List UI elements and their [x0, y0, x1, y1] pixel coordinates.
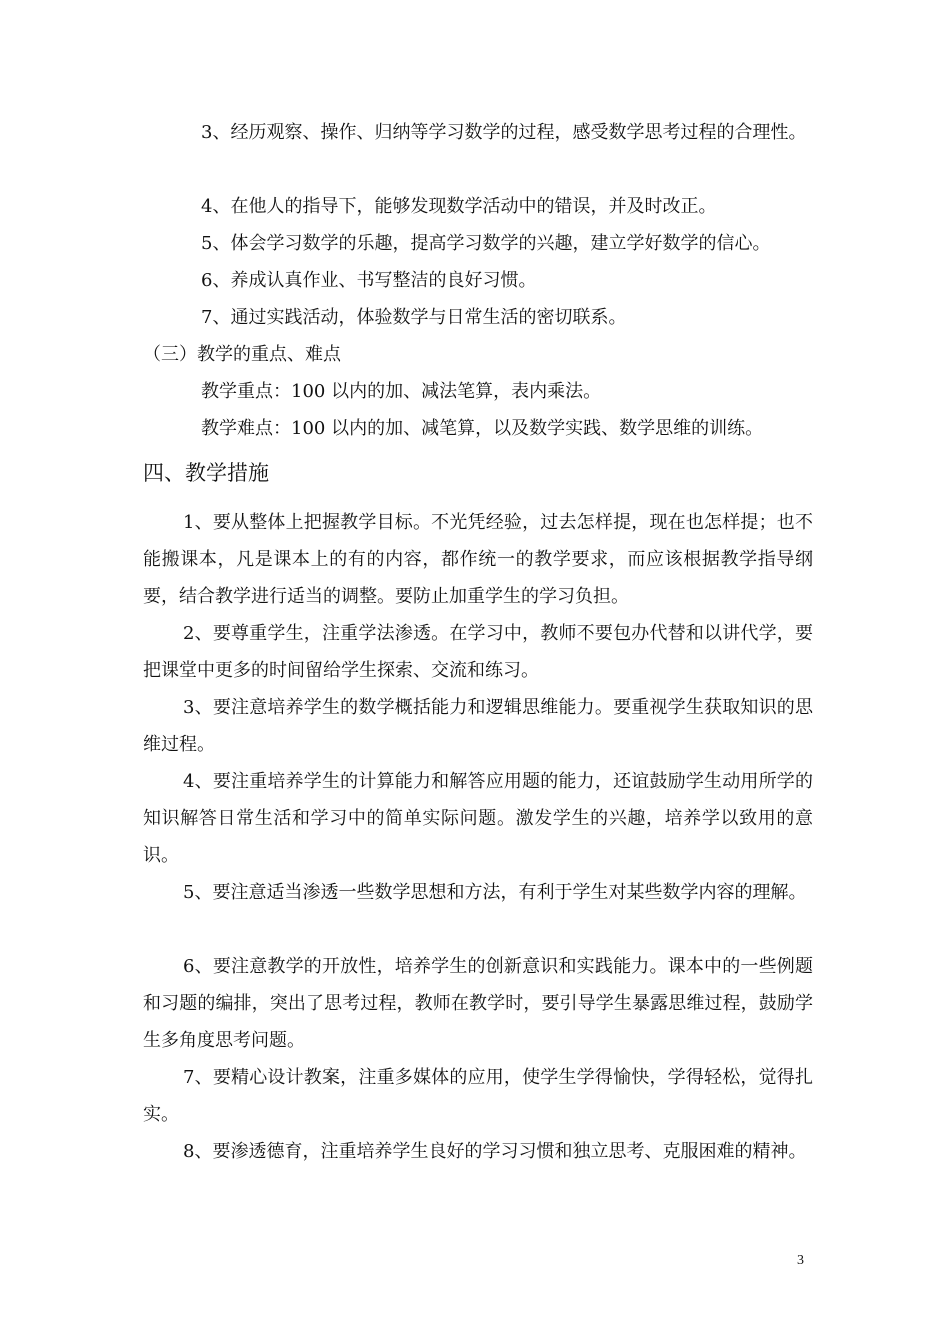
objective-item: 3、经历观察、操作、归纳等学习数学的过程，感受数学思考过程的合理性。: [201, 122, 807, 143]
measure-paragraph: 8、要渗透德育，注重培养学生良好的学习习惯和独立思考、克服困难的精神。: [183, 1141, 807, 1162]
page-number: 3: [797, 1253, 804, 1268]
objective-item: 6、养成认真作业、书写整洁的良好习惯。: [201, 270, 537, 291]
objective-item: 7、通过实践活动，体验数学与日常生活的密切联系。: [201, 307, 627, 328]
difficult-point: 教学难点：100 以内的加、减笔算，以及数学实践、数学思维的训练。: [201, 418, 764, 439]
measure-paragraph: 6、要注意教学的开放性，培养学生的创新意识和实践能力。课本中的一些例题和习题的编排，突出了思考过程，教师在教学时，要引导学生暴露思维过程，鼓励学生多角度思考问题。: [143, 956, 813, 1051]
measure-paragraph: 7、要精心设计教案，注重多媒体的应用，使学生学得愉快，学得轻松，觉得扎实。: [143, 1067, 813, 1125]
section-title: 四、教学措施: [143, 461, 269, 485]
measure-paragraph: 1、要从整体上把握教学目标。不光凭经验，过去怎样提，现在也怎样提；也不能搬课本，凡是课本上的有的内容，都作统一的教学要求，而应该根据教学指导纲要，结合教学进行适当的调整。要防止加重学生的学习负担。: [143, 512, 813, 607]
measure-paragraph: 4、要注重培养学生的计算能力和解答应用题的能力，还谊鼓励学生动用所学的知识解答日常生活和学习中的简单实际问题。激发学生的兴趣，培养学以致用的意识。: [143, 771, 813, 866]
measure-paragraph: 5、要注意适当渗透一些数学思想和方法，有利于学生对某些数学内容的理解。: [183, 882, 807, 903]
objective-item: 4、在他人的指导下，能够发现数学活动中的错误，并及时改正。: [201, 196, 717, 217]
key-point: 教学重点：100 以内的加、减法笔算，表内乘法。: [201, 381, 602, 402]
measure-paragraph: 2、要尊重学生，注重学法渗透。在学习中，教师不要包办代替和以讲代学，要把课堂中更多的时间留给学生探索、交流和练习。: [143, 623, 813, 681]
measure-paragraph: 3、要注意培养学生的数学概括能力和逻辑思维能力。要重视学生获取知识的思维过程。: [143, 697, 813, 755]
section-heading: （三）教学的重点、难点: [143, 344, 341, 365]
objective-item: 5、体会学习数学的乐趣，提高学习数学的兴趣，建立学好数学的信心。: [201, 233, 771, 254]
